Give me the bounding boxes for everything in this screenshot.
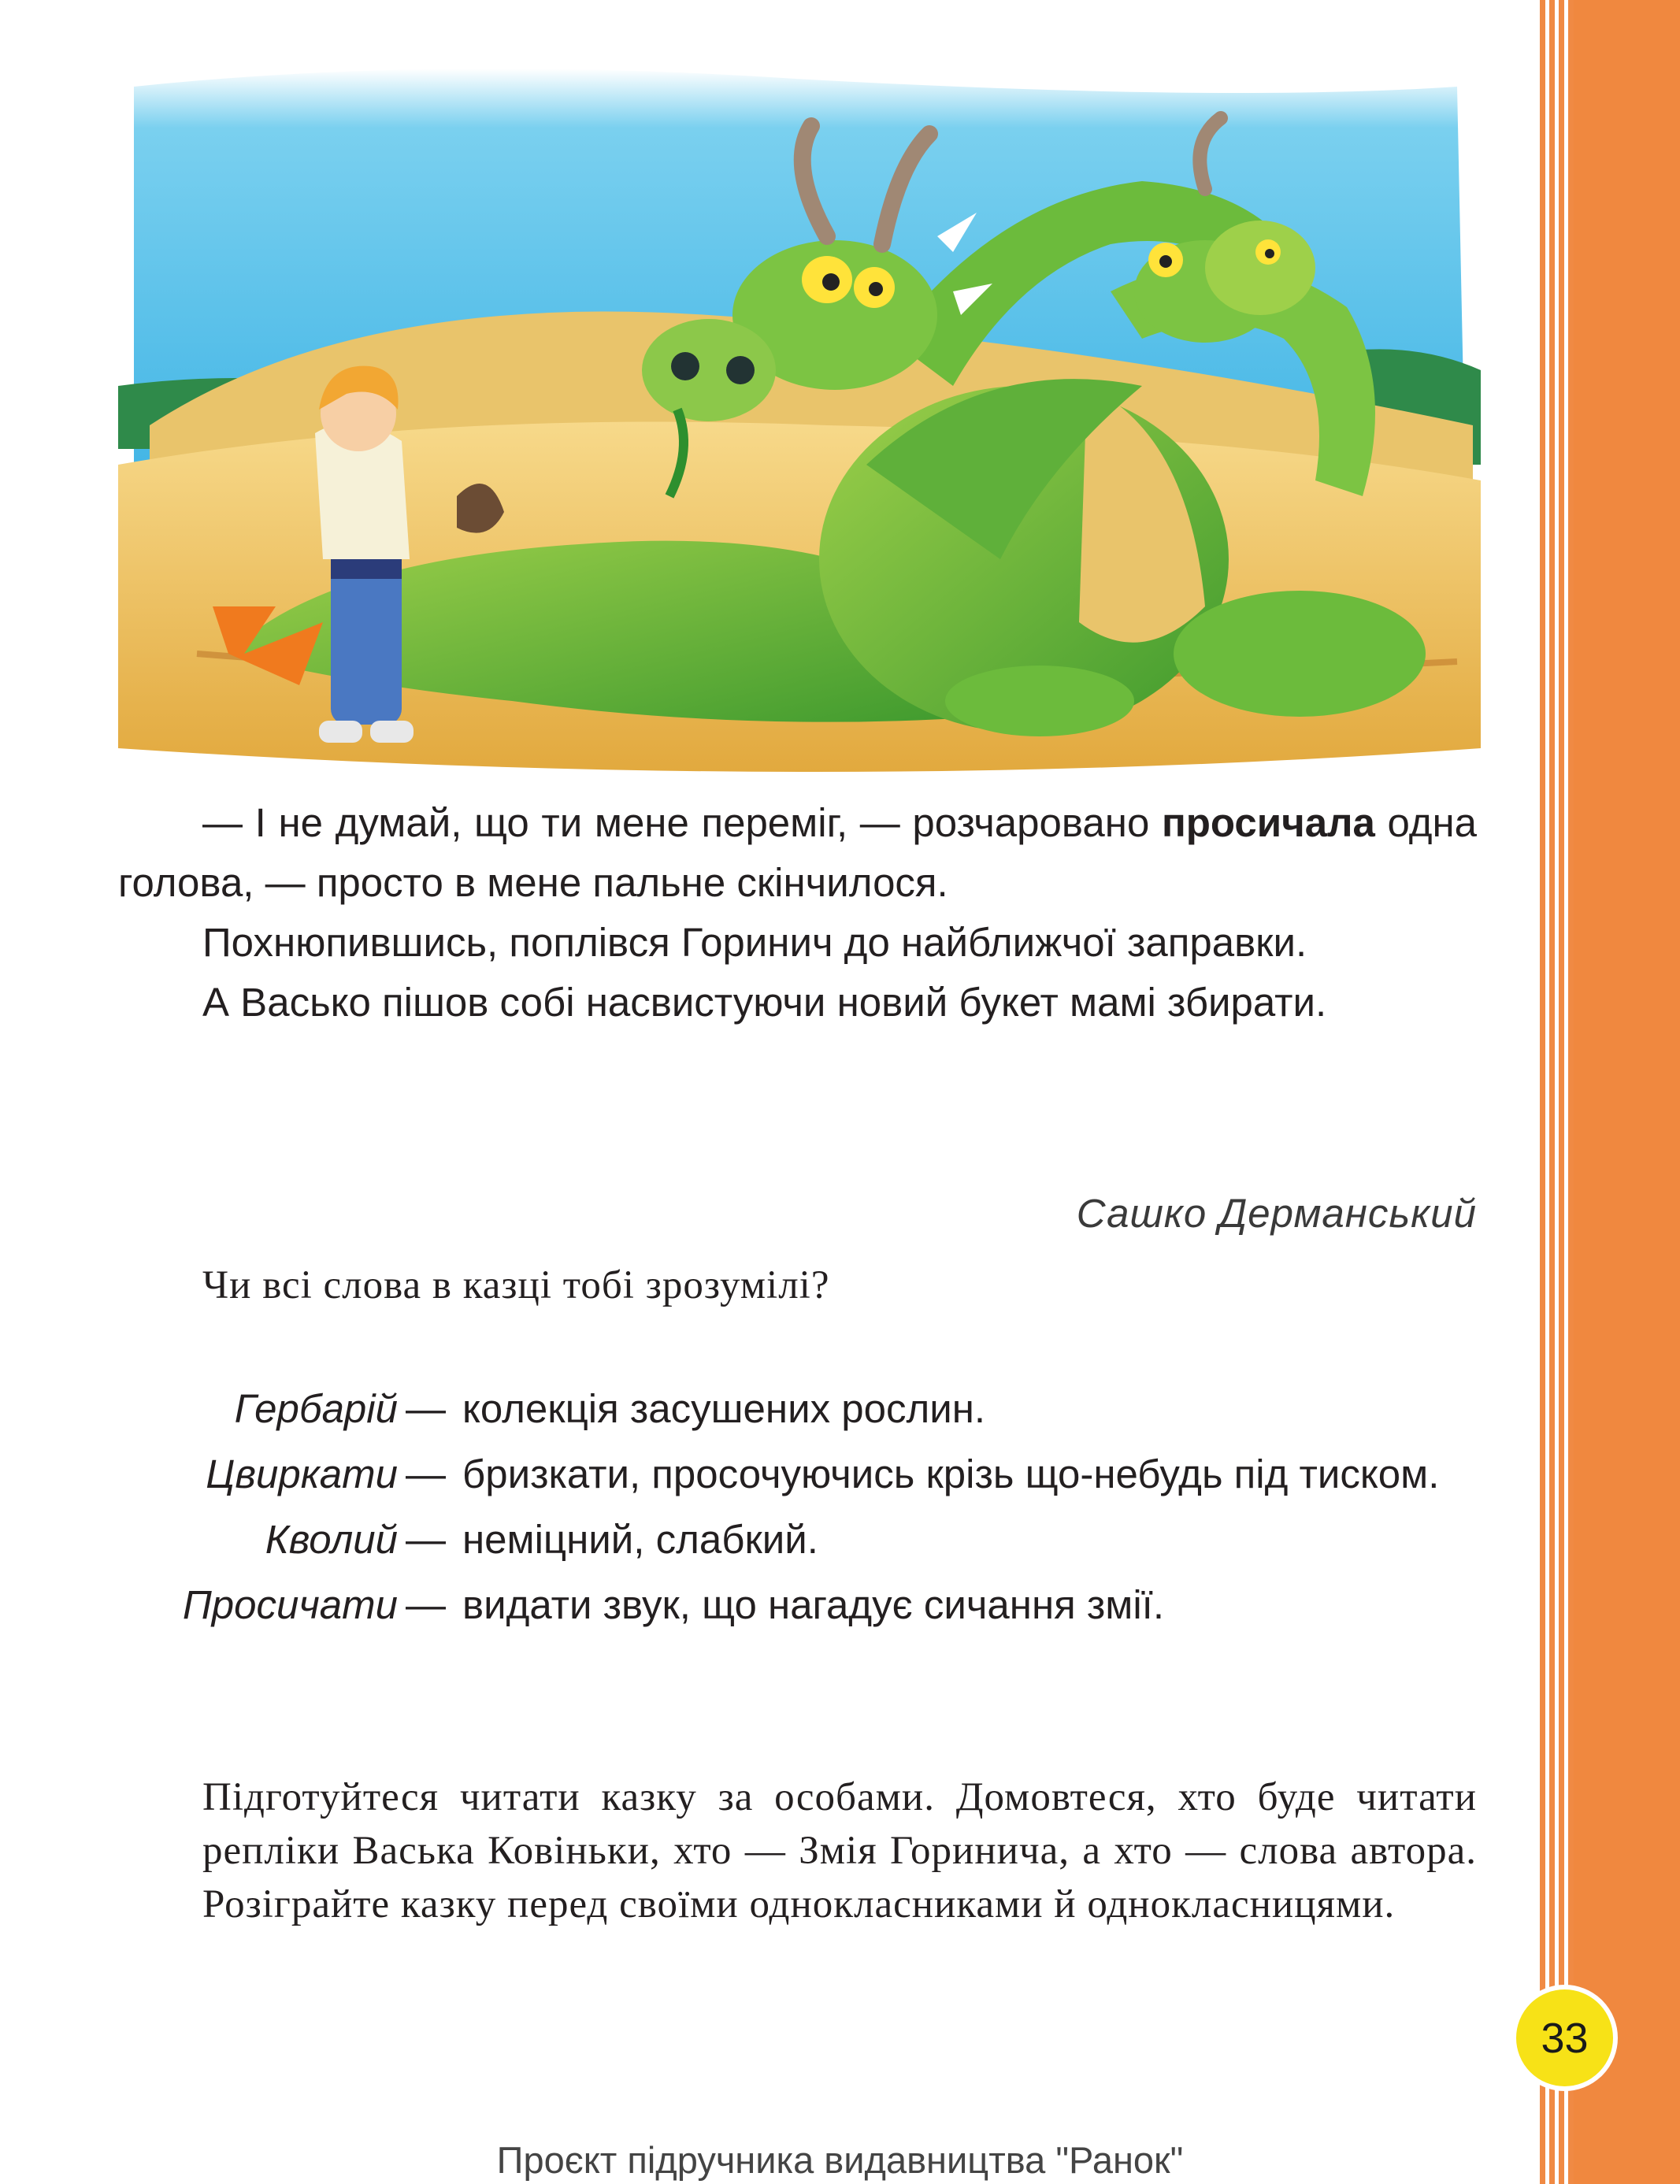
glossary-definition: колекція засушених рослин. <box>462 1386 986 1431</box>
glossary-dash: — <box>406 1452 446 1496</box>
side-stripes <box>1540 0 1574 2184</box>
glossary-definition: неміцний, слабкий. <box>462 1517 818 1562</box>
reading-task <box>202 1771 1477 1931</box>
glossary-term: Цвиркати <box>206 1452 398 1496</box>
page-number: 33 <box>1541 2014 1589 2062</box>
glossary-term: Кволий <box>265 1517 398 1562</box>
glossary-term: Гербарій <box>234 1386 398 1431</box>
glossary-item <box>118 1441 1477 1507</box>
side-band <box>1574 0 1680 2184</box>
glossary-dash: — <box>406 1517 446 1562</box>
story-paragraph-3: А Васько пішов собі насвистуючи новий букет мамі збирати. <box>202 980 1327 1025</box>
glossary-item <box>118 1572 1477 1637</box>
story-paragraph-2: Похнюпившись, поплівся Горинич до найближчої заправки. <box>202 920 1307 965</box>
bold-word: просичала <box>1161 800 1375 845</box>
glossary-dash: — <box>406 1386 446 1431</box>
page-number-badge <box>1511 1985 1618 2091</box>
glossary-term: Просичати <box>182 1582 398 1627</box>
story-paragraph-1: — І не думай, що ти мене переміг, — розчаровано просичала одна голова, — просто в мене пальне скінчилося. <box>118 800 1478 905</box>
glossary-item <box>118 1507 1477 1572</box>
glossary-dash: — <box>406 1582 446 1627</box>
glossary <box>118 1376 1477 1637</box>
task-text: Підготуйтеся читати казку за особами. Домовтеся, хто буде читати репліки Васька Ковіньки, хто — Змія Горинича, а хто — слова автора. Розіграйте казку перед своїми однокласниками й однокласницями. <box>202 1775 1477 1926</box>
story-text <box>118 793 1477 1033</box>
vocabulary-question: Чи всі слова в казці тобі зрозумілі? <box>202 1263 830 1307</box>
publisher-footer: Проєкт підручника видавництва "Ранок" <box>496 2139 1184 2181</box>
author-name: Сашко Дерманський <box>1076 1191 1477 1236</box>
dragon-illustration <box>118 55 1481 784</box>
glossary-item <box>118 1376 1477 1441</box>
glossary-definition: видати звук, що нагадує сичання змії. <box>462 1582 1165 1627</box>
glossary-definition: бризкати, просочуючись крізь що-небудь під тиском. <box>462 1452 1440 1496</box>
